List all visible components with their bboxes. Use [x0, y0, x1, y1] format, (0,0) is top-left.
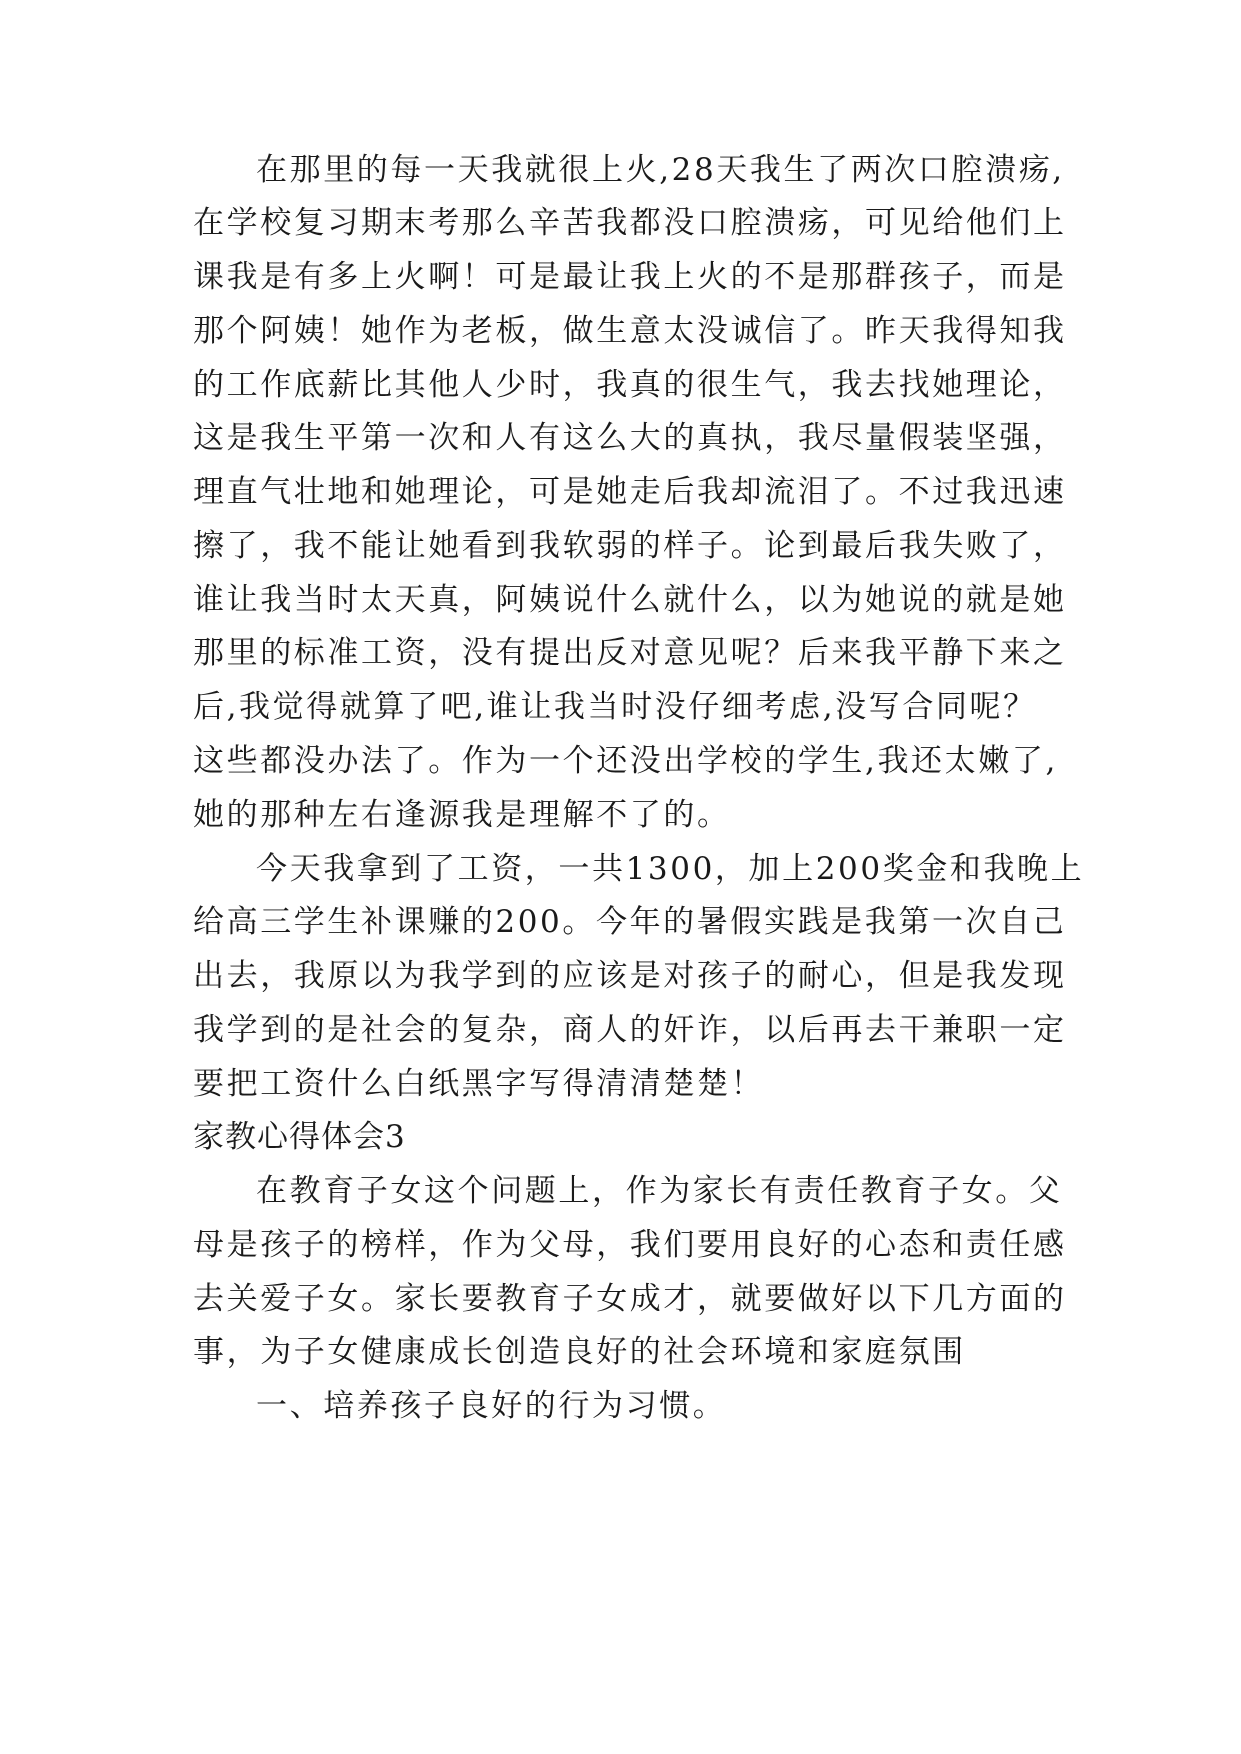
- paragraph-line: 后,我觉得就算了吧,谁让我当时没仔细考虑,没写合同呢？: [193, 689, 1037, 725]
- paragraph-line: 谁让我当时太天真，阿姨说什么就什么，以为她说的就是她: [193, 582, 1067, 618]
- paragraph-line: 我学到的是社会的复杂，商人的奸诈，以后再去干兼职一定: [193, 1012, 1067, 1048]
- paragraph-line: 课我是有多上火啊！可是最让我上火的不是那群孩子，而是: [193, 259, 1067, 295]
- paragraph-line: 擦了，我不能让她看到我软弱的样子。论到最后我失败了，: [193, 528, 1067, 564]
- paragraph-line: 在那里的每一天我就很上火,28天我生了两次口腔溃疡,: [256, 152, 1065, 188]
- paragraph-line: 这些都没办法了。作为一个还没出学校的学生,我还太嫩了,: [193, 743, 1058, 779]
- paragraph-line: 要把工资什么白纸黑字写得清清楚楚！: [193, 1066, 765, 1102]
- paragraph-line: 那里的标准工资，没有提出反对意见呢？后来我平静下来之: [193, 635, 1067, 671]
- paragraph-line: 在教育子女这个问题上，作为家长有责任教育子女。父: [256, 1173, 1063, 1209]
- paragraph-line: 她的那种左右逢源我是理解不了的。: [193, 797, 731, 833]
- list-item-heading: 一、培养孩子良好的行为习惯。: [256, 1388, 727, 1424]
- paragraph-line: 母是孩子的榜样，作为父母，我们要用良好的心态和责任感: [193, 1227, 1067, 1263]
- paragraph-line: 事，为子女健康成长创造良好的社会环境和家庭氛围: [193, 1334, 966, 1370]
- section-heading: 家教心得体会3: [193, 1119, 406, 1155]
- paragraph-line: 这是我生平第一次和人有这么大的真执，我尽量假装坚强，: [193, 420, 1067, 456]
- paragraph-line: 理直气壮地和她理论，可是她走后我却流泪了。不过我迅速: [193, 474, 1067, 510]
- paragraph-line: 给高三学生补课赚的200。今年的暑假实践是我第一次自己: [193, 904, 1067, 940]
- paragraph-line: 去关爱子女。家长要教育子女成才，就要做好以下几方面的: [193, 1281, 1067, 1317]
- paragraph-line: 今天我拿到了工资，一共1300，加上200奖金和我晚上: [256, 851, 1085, 887]
- paragraph-line: 出去，我原以为我学到的应该是对孩子的耐心，但是我发现: [193, 958, 1067, 994]
- paragraph-line: 在学校复习期末考那么辛苦我都没口腔溃疡，可见给他们上: [193, 205, 1067, 241]
- paragraph-line: 那个阿姨！她作为老板，做生意太没诚信了。昨天我得知我: [193, 313, 1067, 349]
- paragraph-line: 的工作底薪比其他人少时，我真的很生气，我去找她理论，: [193, 367, 1067, 403]
